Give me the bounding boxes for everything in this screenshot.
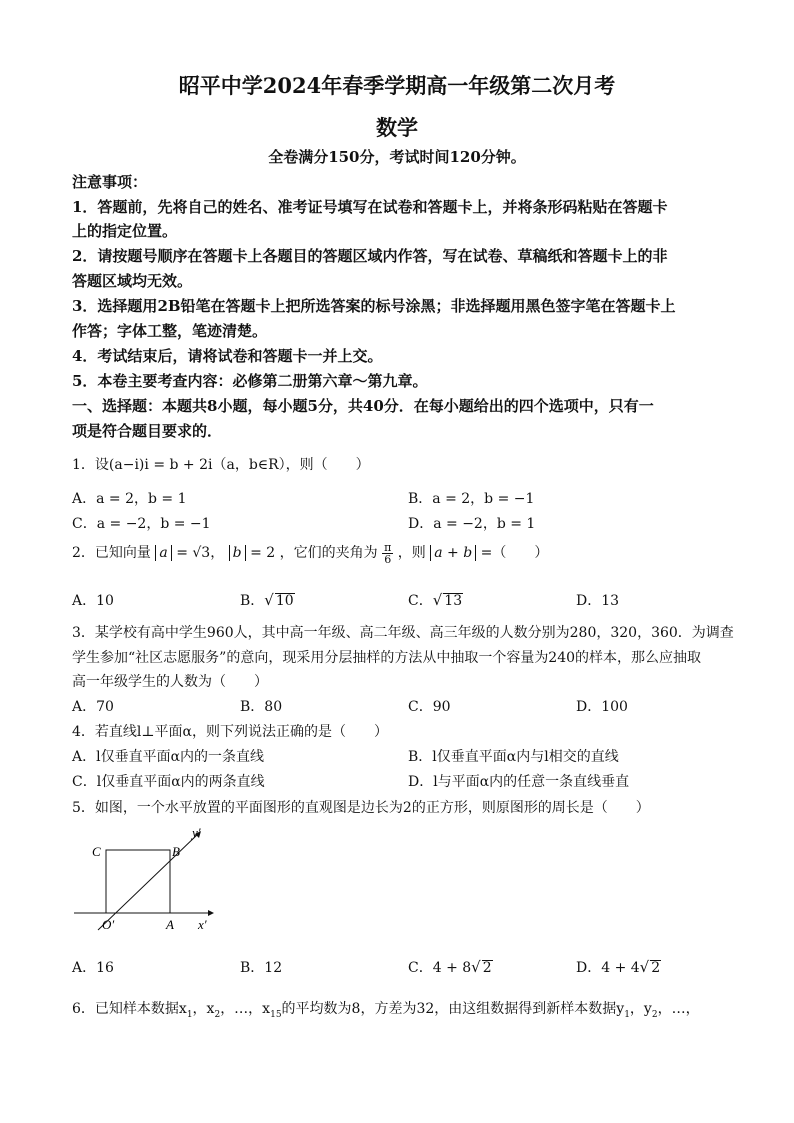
q3-option-d: D．100	[576, 699, 628, 715]
q2-option-b-radicand: 10	[275, 593, 294, 609]
q5-option-d-radicand: 2	[651, 960, 661, 976]
q2-eq-b: =	[250, 545, 262, 561]
note-line: 1．答题前，先将自己的姓名、准考证号填写在试卷和答题卡上，并将条形码粘贴在答题卡	[72, 198, 668, 216]
q5-option-c-label: C．4 + 8	[408, 960, 472, 976]
vector-b-magnitude: b	[229, 545, 246, 561]
q2-a-value: √3	[192, 545, 211, 561]
q4-stem: 4．若直线l⊥平面α，则下列说法正确的是（ ）	[72, 724, 389, 740]
q2-intro: 2．已知向量	[72, 545, 151, 561]
q2-option-d: D．13	[576, 593, 620, 609]
q2-end: ，则	[397, 545, 426, 561]
q1-option-a: A．a = 2，b = 1	[72, 491, 187, 507]
q3-option-c: C．90	[408, 699, 451, 715]
q3-stem-line: 高一年级学生的人数为（ ）	[72, 674, 268, 690]
note-line: 作答；字体工整，笔迹清楚。	[72, 322, 268, 340]
q1-option-d: D．a = −2，b = 1	[408, 516, 536, 532]
q5-option-c	[408, 957, 493, 977]
exam-info: 全卷满分150分，考试时间120分钟。	[268, 148, 526, 166]
label-o: O′	[102, 917, 115, 932]
angle-denominator: 6	[384, 552, 392, 566]
q3-stem-line: 3．某学校有高中学生960人，其中高一年级、高二年级、高三年级的人数分别为280，320，360．为调查	[72, 625, 734, 641]
label-c: C	[92, 844, 101, 859]
q2-mid: ，它们的夹角为	[279, 545, 378, 561]
label-b: B	[172, 844, 180, 859]
square-outline	[106, 850, 170, 913]
note-line: 3．选择题用2B铅笔在答题卡上把所选答案的标号涂黑；非选择题用黑色签字笔在答题卡上	[72, 297, 676, 315]
q3-option-a: A．70	[72, 699, 114, 715]
q6-sub: 2	[651, 1009, 658, 1020]
sqrt-symbol: √	[471, 958, 481, 976]
q6-sub: 1	[186, 1009, 193, 1020]
angle-fraction	[382, 542, 393, 565]
note-line: 5．本卷主要考查内容：必修第二册第六章～第九章。	[72, 372, 428, 390]
subject-title: 数学	[376, 115, 418, 140]
q5-option-a: A．16	[72, 960, 114, 976]
q6-start: 6．已知样本数据x	[72, 1001, 187, 1017]
vector-sum-magnitude: a + b	[430, 545, 476, 561]
q1-option-c: C．a = −2，b = −1	[72, 516, 211, 532]
q1-option-b: B．a = 2，b = −1	[408, 491, 535, 507]
q2-b-value: 2	[266, 545, 276, 561]
angle-numerator: π	[384, 540, 392, 554]
q6-end: ，…，	[657, 1001, 700, 1017]
q2-option-b-label: B．	[240, 593, 265, 609]
q6-sep: ，…，x	[220, 1001, 271, 1017]
q2-option-b	[240, 590, 295, 610]
q2-stem: 2．已知向量 a = √3， b = 2 ，它们的夹角为 $\frac{\pi}{6}$ ，则 a + b =（ ）	[72, 540, 549, 566]
sqrt-symbol: √	[264, 591, 274, 609]
section-heading: 一、选择题：本题共8小题，每小题5分，共40分．在每小题给出的四个选项中，只有一	[72, 397, 654, 415]
q2-option-a: A．10	[72, 593, 114, 609]
q2-tail: =（ ）	[480, 545, 549, 561]
label-x: x′	[198, 917, 207, 932]
sqrt-symbol: √	[432, 591, 443, 609]
q2-eq-a: =	[176, 545, 188, 561]
notes-heading: 注意事项：	[72, 173, 148, 191]
note-line: 4．考试结束后，请将试卷和答题卡一并上交。	[72, 347, 383, 365]
q3-stem-line: 学生参加“社区志愿服务”的意向，现采用分层抽样的方法从中抽取一个容量为240的样本，那么应抽取	[72, 650, 702, 666]
q5-option-d-label: D．4 + 4	[576, 960, 640, 976]
q4-option-c: C．l仅垂直平面α内的两条直线	[72, 774, 265, 790]
note-line: 2．请按题号顺序在答题卡上各题目的答题区域内作答，写在试卷、草稿纸和答题卡上的非	[72, 247, 668, 265]
x-axis-arrow	[208, 910, 214, 916]
q4-option-d: D．l与平面α内的任意一条直线垂直	[408, 774, 630, 790]
q5-option-c-radicand: 2	[482, 960, 492, 976]
q5-option-d	[576, 957, 661, 977]
q2-option-c-radicand: 13	[444, 593, 463, 609]
q6-stem	[72, 997, 732, 1027]
q6-sep: ，x	[192, 1001, 215, 1017]
y-axis	[98, 834, 198, 930]
q5-option-b: B．12	[240, 960, 283, 976]
exam-title: 昭平中学2024年春季学期高一年级第二次月考	[178, 73, 616, 98]
note-line: 上的指定位置。	[72, 222, 178, 240]
q6-sub: 1	[624, 1009, 630, 1020]
q6-sep: ，y	[629, 1001, 652, 1017]
label-y: y′	[192, 825, 201, 840]
q6-sub: 2	[214, 1009, 221, 1020]
section-heading-cont: 项是符合题目要求的．	[72, 422, 223, 440]
q1-stem: 1．设(a−i)i = b + 2i（a，b∈R），则（ ）	[72, 457, 370, 473]
q6-middle: 的平均数为8，方差为32，由这组数据得到新样本数据y	[281, 1001, 625, 1017]
q2-option-c-label: C．	[408, 593, 433, 609]
q4-option-a: A．l仅垂直平面α内的一条直线	[72, 749, 265, 765]
note-line: 答题区域均无效。	[72, 272, 193, 290]
q3-option-b: B．80	[240, 699, 283, 715]
q5-figure	[68, 822, 228, 938]
q2-option-c	[408, 590, 463, 610]
q4-option-b: B．l仅垂直平面α内与l相交的直线	[408, 749, 619, 765]
label-a: A	[166, 917, 174, 932]
q5-stem: 5．如图，一个水平放置的平面图形的直观图是边长为2的正方形，则原图形的周长是（ ）	[72, 800, 650, 816]
vector-a-magnitude: a	[155, 545, 171, 561]
sqrt-symbol: √	[639, 958, 650, 976]
q6-sub: 15	[270, 1009, 282, 1020]
